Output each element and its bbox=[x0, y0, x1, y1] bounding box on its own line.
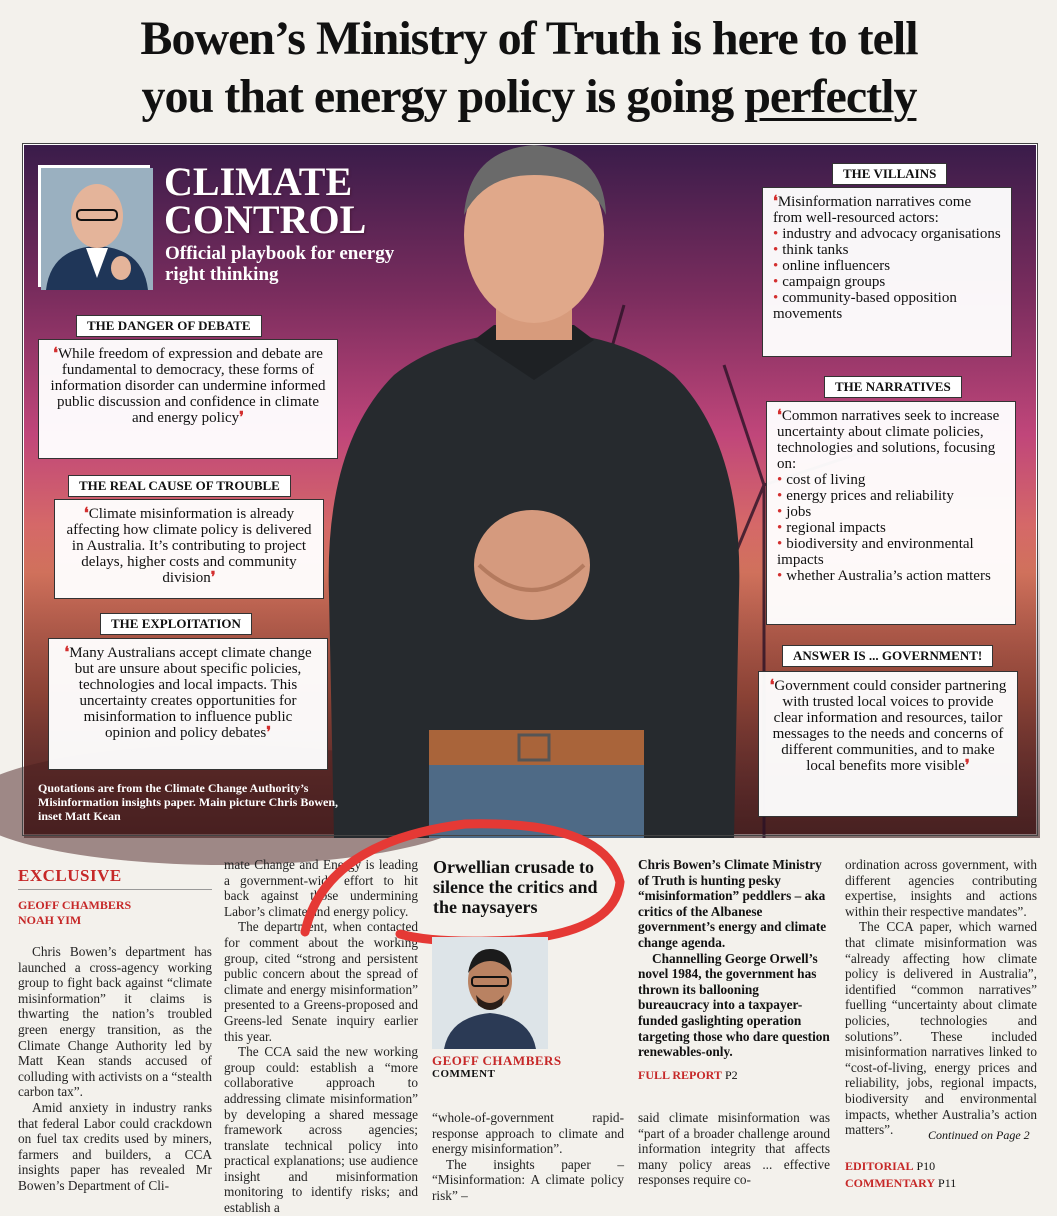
graphic-subtitle: Official playbook for energy right thinking bbox=[165, 243, 395, 285]
divider bbox=[18, 889, 212, 890]
editorial-ref[interactable] bbox=[845, 1158, 956, 1175]
editorial-page: P10 bbox=[916, 1159, 936, 1173]
quote-mark-icon: ❜ bbox=[239, 410, 245, 426]
label-villains: THE VILLAINS bbox=[832, 163, 947, 185]
quote-mark-icon: ❛ bbox=[773, 194, 778, 210]
graphic-title-line-2: CONTROL bbox=[164, 197, 367, 242]
list-item: • cost of living bbox=[777, 472, 1005, 488]
byline bbox=[18, 898, 131, 928]
quote-villains bbox=[762, 187, 1012, 357]
quote-mark-icon: ❛ bbox=[53, 346, 58, 362]
quote-text: Government could consider partnering with trusted local voices to provide clear information and resources, tailor messages to the needs and concerns of different communities, and to make local benefits more visible bbox=[772, 678, 1007, 774]
quote-text: Many Australians accept climate change but are unsure about specific policies, technologies and local impacts. This uncertainty creates opportunities for misinformation to influence public opinion and policy debates bbox=[69, 645, 312, 741]
feature-graphic bbox=[22, 143, 1038, 836]
paragraph: The CCA said the new working group could: establish a “more collaborative approach to addressing climate misinformation” by developing a shared message framework across agencies; translate technical policy into practical explanations; use audience insight and misinformation monitoring to identify risks; and establish a bbox=[224, 1044, 418, 1216]
paragraph: “whole-of-government rapid-response approach to climate and energy misinformation”. bbox=[432, 1110, 624, 1157]
byline-author-1: GEOFF CHAMBERS bbox=[18, 898, 132, 912]
headline bbox=[14, 10, 1044, 126]
list-item: • jobs bbox=[777, 504, 1005, 520]
paragraph: said climate misinformation was “part of a broader challenge around information integrity that affects many policy areas ... effective responses require co- bbox=[638, 1110, 830, 1188]
quote-mark-icon: ❛ bbox=[777, 408, 782, 424]
quote-intro: Misinformation narratives come from well-resourced actors: bbox=[773, 194, 972, 226]
quote-mark-icon: ❛ bbox=[769, 678, 775, 694]
list-item: • think tanks bbox=[773, 242, 1001, 258]
comment-standfirst bbox=[638, 857, 830, 1060]
quote-exploitation bbox=[48, 638, 328, 770]
label-real-cause: THE REAL CAUSE OF TROUBLE bbox=[68, 475, 291, 497]
quote-mark-icon: ❜ bbox=[210, 570, 216, 586]
paragraph: ordination across government, with different agencies contributing expertise, insights and actions within their respective mandates”. bbox=[845, 857, 1037, 919]
quote-text: While freedom of expression and debate are fundamental to democracy, these forms of information disorder can undermine informed public discussion and confidence in climate and energy policy bbox=[50, 346, 326, 426]
quote-mark-icon: ❜ bbox=[266, 725, 272, 741]
list-item: • regional impacts bbox=[777, 520, 1005, 536]
commentary-page: P11 bbox=[938, 1176, 957, 1190]
paragraph: Chris Bowen’s department has launched a cross-agency working group to fight back against “climate misinformation” it claims is thwarting the nation’s troubled green energy transition, as the Climate Change Authority led by Matt Kean stands accused of colluding with activists on a “stealth carbon tax”. bbox=[18, 944, 212, 1100]
label-danger-of-debate: THE DANGER OF DEBATE bbox=[76, 315, 262, 337]
author-photo bbox=[432, 937, 548, 1049]
list-item: • community-based opposition movements bbox=[773, 290, 1001, 322]
paragraph: mate Change and Energy is leading a government-wide effort to hit back against those undermining Labor’s climate and energy policy. bbox=[224, 857, 418, 919]
list-item: • energy prices and reliability bbox=[777, 488, 1005, 504]
full-report-page: P2 bbox=[724, 1068, 738, 1082]
list-item: • industry and advocacy organisations bbox=[773, 226, 1001, 242]
comment-author: GEOFF CHAMBERS bbox=[432, 1053, 562, 1068]
full-report-label: FULL REPORT bbox=[638, 1068, 722, 1082]
quote-answer bbox=[758, 671, 1018, 817]
headline-underlined-word: perfectly bbox=[744, 70, 917, 123]
label-answer: ANSWER IS ... GOVERNMENT! bbox=[782, 645, 993, 667]
narratives-list bbox=[777, 472, 1005, 584]
full-report-link[interactable] bbox=[638, 1068, 738, 1083]
paragraph: The department, when contacted for comment about the working group, cited “strong and persistent public concern about the spread of climate and energy misinformation” presented to a Greens-proposed and Greens-led Senate inquiry earlier this year. bbox=[224, 919, 418, 1044]
graphic-title bbox=[164, 159, 367, 242]
label-exploitation: THE EXPLOITATION bbox=[100, 613, 252, 635]
headline-line-2-text: you that energy policy is going bbox=[141, 70, 745, 123]
editorial-label: EDITORIAL bbox=[845, 1159, 914, 1173]
article-column-5 bbox=[845, 857, 1037, 1138]
quote-mark-icon: ❛ bbox=[83, 506, 89, 522]
list-item: • biodiversity and environmental impacts bbox=[777, 536, 1005, 568]
headline-line-1: Bowen’s Ministry of Truth is here to tell bbox=[140, 12, 918, 65]
continued-note: Continued on Page 2 bbox=[928, 1128, 1030, 1142]
commentary-ref[interactable] bbox=[845, 1175, 956, 1192]
paragraph: Channelling George Orwell’s novel 1984, the government has thrown its ballooning bureaucracy into a taxpayer-funded gaslighting operation targeting those who dare question renewables-only. bbox=[638, 950, 830, 1060]
comment-headline: Orwellian crusade to silence the critics and the naysayers bbox=[433, 857, 598, 917]
headline-line-2 bbox=[14, 68, 1044, 126]
paragraph: The CCA paper, which warned that climate misinformation was “already affecting how climate policy is delivered in Australia”, identified “common narratives” fuelling “uncertainty about climate policies, technologies and solutions”. These included misinformation narratives linked to “cost-of-living, energy prices and reliability, jobs, regional impacts, biodiversity and environmental impacts, whether Australia’s action matters”. bbox=[845, 919, 1037, 1138]
article-column-4 bbox=[638, 1110, 830, 1188]
article-column-3 bbox=[432, 1110, 624, 1204]
list-item: • campaign groups bbox=[773, 274, 1001, 290]
byline-author-2: NOAH YIM bbox=[18, 913, 82, 927]
graphic-title-line-1: CLIMATE bbox=[164, 159, 353, 204]
comment-tag: COMMENT bbox=[432, 1068, 496, 1080]
exclusive-tag: EXCLUSIVE bbox=[18, 866, 122, 885]
quote-intro: Common narratives seek to increase uncertainty about climate policies, technologies and solutions, focusing on: bbox=[777, 408, 1000, 472]
inset-photo-matt-kean bbox=[38, 165, 150, 287]
paragraph: The insights paper – “Misinformation: A climate policy risk” – bbox=[432, 1156, 624, 1203]
label-narratives: THE NARRATIVES bbox=[824, 376, 962, 398]
graphic-caption: Quotations are from the Climate Change Authority’s Misinformation insights paper. Main picture Chris Bowen, inset Matt Kean bbox=[38, 781, 339, 823]
quote-narratives bbox=[766, 401, 1016, 625]
quote-mark-icon: ❜ bbox=[964, 758, 970, 774]
quote-text: Climate misinformation is already affecting how climate policy is delivered in Australia. It’s contributing to project delays, higher costs and community division bbox=[66, 506, 312, 586]
quote-mark-icon: ❛ bbox=[64, 645, 70, 661]
paragraph: Amid anxiety in industry ranks that federal Labor could crackdown on fuel tax credits used by miners, farmers and builders, a CCA insights paper has revealed Mr Bowen’s Department of Cli- bbox=[18, 1099, 212, 1193]
villains-list bbox=[773, 226, 1001, 322]
commentary-label: COMMENTARY bbox=[845, 1176, 936, 1190]
paragraph: Chris Bowen’s Climate Ministry of Truth is hunting pesky “misinformation” peddlers – aka critics of the Albanese government’s energy and climate change agenda. bbox=[638, 857, 827, 950]
page-references bbox=[845, 1158, 956, 1192]
quote-danger-of-debate bbox=[38, 339, 338, 459]
quote-real-cause bbox=[54, 499, 324, 599]
list-item: • online influencers bbox=[773, 258, 1001, 274]
article-column-1 bbox=[18, 944, 212, 1194]
list-item: • whether Australia’s action matters bbox=[777, 568, 1005, 584]
